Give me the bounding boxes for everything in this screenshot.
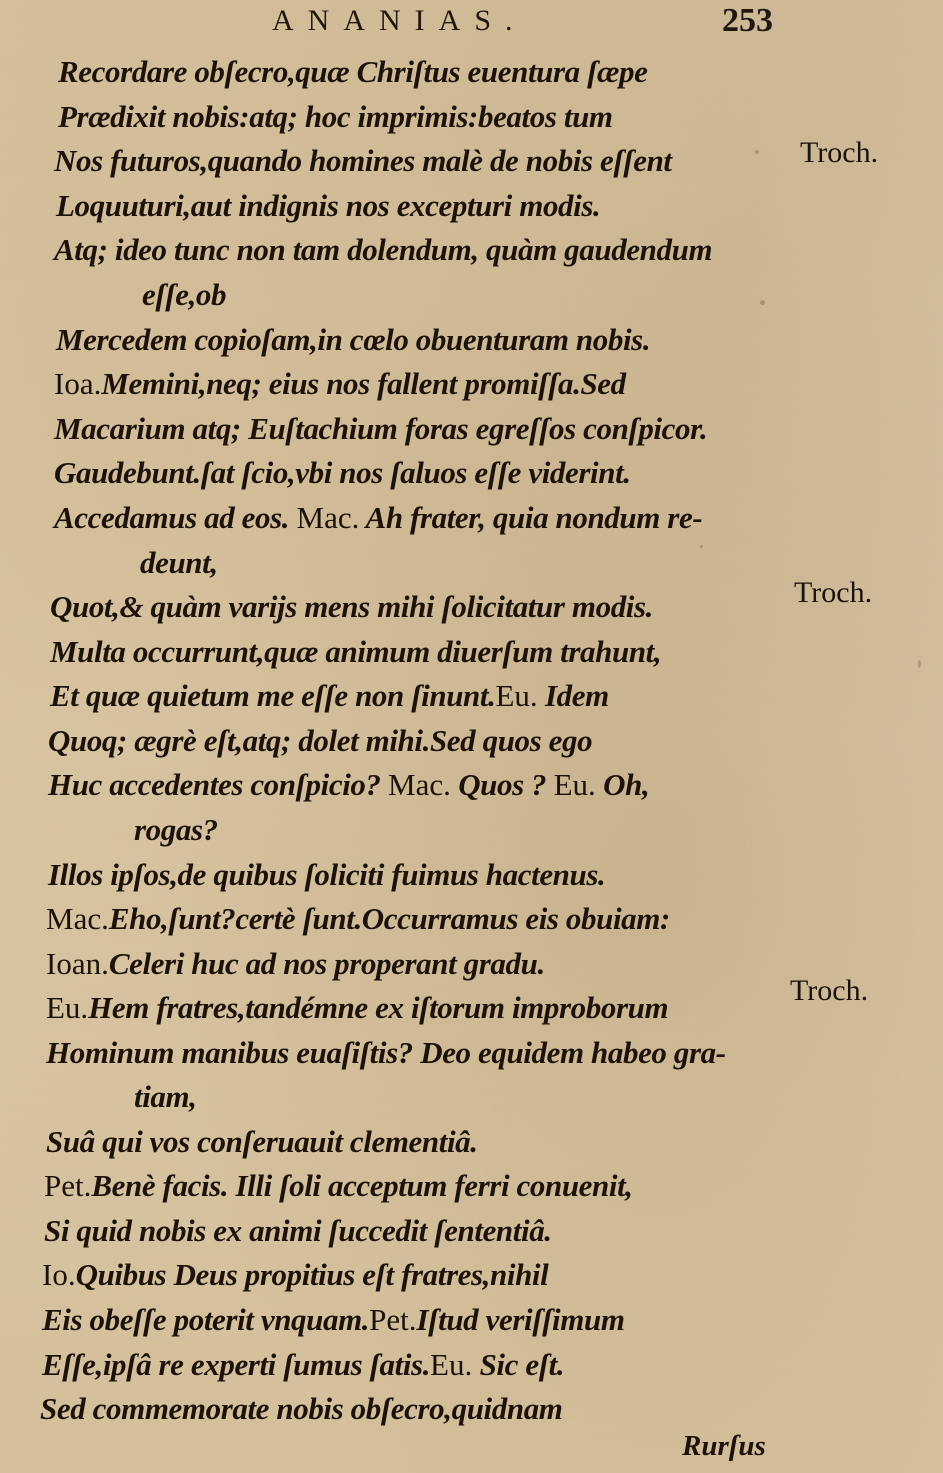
- speaker-label: Eu.: [495, 678, 538, 713]
- speaker-label: Pet.: [369, 1302, 417, 1337]
- paper-speck: [755, 150, 759, 154]
- paper-speck: [918, 660, 921, 668]
- verse-line: Nos futuros,quando homines malè de nobis eſſent: [54, 143, 672, 178]
- verse-line: Huc accedentes conſpicio? Mac. Quos ? Eu. Oh,: [48, 767, 650, 802]
- verse-line: Prædixit nobis:atq; hoc imprimis:beatos tum: [58, 99, 613, 134]
- verse-line: Mercedem copioſam,in cœlo obuenturam nobis.: [56, 322, 651, 357]
- speaker-label: Mac.: [388, 767, 451, 802]
- verse-line-continuation: rogas?: [134, 812, 218, 847]
- verse-line: Loquuturi,aut indignis nos excepturi modis.: [56, 188, 601, 223]
- verse-line: Sed commemorate nobis obſecro,quidnam: [40, 1391, 563, 1426]
- margin-note: Troch.: [790, 974, 869, 1007]
- verse-line: Eu.Hem fratres,tandémne ex iſtorum improborum: [46, 990, 669, 1025]
- speaker-label: Eu.: [553, 767, 596, 802]
- verse-line: Eis obeſſe poterit vnquam.Pet.Iſtud veriſſimum: [42, 1302, 625, 1337]
- verse-line: Io.Quibus Deus propitius eſt fratres,nihil: [42, 1257, 549, 1292]
- verse-line: Et quæ quietum me eſſe non ſinunt.Eu. Idem: [50, 678, 609, 713]
- verse-line-continuation: deunt,: [140, 545, 218, 580]
- verse-line: Quot,& quàm varijs mens mihi ſolicitatur modis.: [50, 589, 654, 624]
- speaker-label: Ioa.: [54, 366, 102, 401]
- paper-speck: [760, 300, 765, 305]
- verse-line-continuation: eſſe,ob: [142, 277, 227, 312]
- margin-note: Troch.: [800, 136, 879, 169]
- speaker-label: Eu.: [430, 1347, 473, 1382]
- speaker-label: Io.: [42, 1257, 76, 1292]
- catchword: Rurſus: [682, 1430, 766, 1462]
- verse-line: Ioa.Memini,neq; eius nos fallent promiſſa.Sed: [54, 366, 626, 401]
- verse-line: Ioan.Celeri huc ad nos properant gradu.: [46, 946, 545, 981]
- verse-line-continuation: tiam,: [134, 1079, 197, 1114]
- speaker-label: Eu.: [46, 990, 89, 1025]
- verse-line: Hominum manibus euaſiſtis? Deo equidem habeo gra-: [46, 1035, 726, 1070]
- page-number: 253: [722, 2, 773, 39]
- verse-line: Illos ipſos,de quibus ſoliciti fuimus hactenus.: [48, 857, 606, 892]
- verse-line: Accedamus ad eos. Mac. Ah frater, quia nondum re-: [54, 500, 703, 535]
- running-head: ANANIAS.: [272, 4, 527, 37]
- verse-line: Multa occurrunt,quæ animum diuerſum trahunt,: [50, 634, 662, 669]
- verse-line: Quoq; ægrè eſt,atq; dolet mihi.Sed quos ego: [48, 723, 593, 758]
- verse-line: Macarium atq; Euſtachium foras egreſſos conſpicor.: [54, 411, 708, 446]
- verse-line: Recordare obſecro,quæ Chriſtus euentura ſæpe: [58, 54, 648, 89]
- verse-line: Atq; ideo tunc non tam dolendum, quàm gaudendum: [54, 232, 713, 267]
- speaker-label: Mac.: [296, 500, 360, 535]
- verse-line: Eſſe,ipſâ re experti ſumus ſatis.Eu. Sic eſt.: [42, 1347, 565, 1382]
- verse-line: Suâ qui vos conſeruauit clementiâ.: [46, 1124, 478, 1159]
- speaker-label: Mac.: [46, 901, 109, 936]
- speaker-label: Ioan.: [46, 946, 109, 981]
- paper-speck: [700, 545, 703, 548]
- speaker-label: Pet.: [44, 1168, 92, 1203]
- verse-line: Si quid nobis ex animi ſuccedit ſententiâ.: [44, 1213, 552, 1248]
- verse-line: Pet.Benè facis. Illi ſoli acceptum ferri conuenit,: [44, 1168, 633, 1203]
- verse-line: Gaudebunt.ſat ſcio,vbi nos ſaluos eſſe viderint.: [54, 455, 631, 490]
- verse-line: Mac.Eho,ſunt?certè ſunt.Occurramus eis obuiam:: [46, 901, 670, 936]
- margin-note: Troch.: [794, 576, 873, 609]
